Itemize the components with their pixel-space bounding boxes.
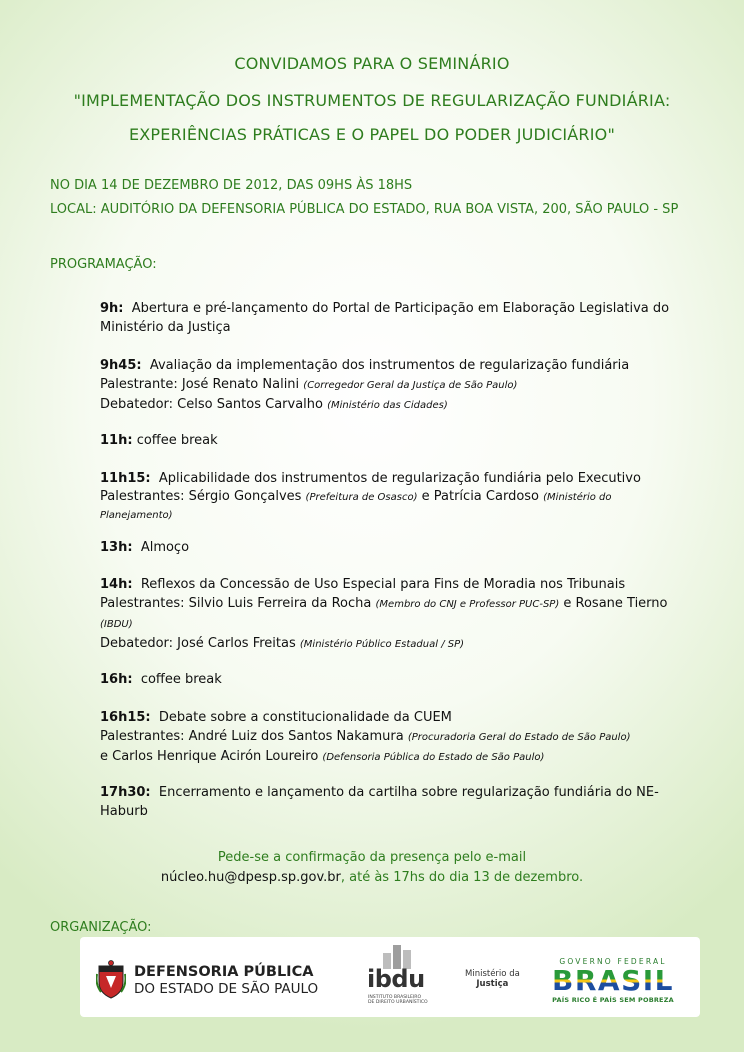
speaker-2: e Carlos Henrique Acirón Loureiro	[100, 749, 319, 764]
item-time: 11h:	[100, 433, 133, 448]
organizer-logos	[80, 937, 700, 1017]
defensoria-state: DO ESTADO DE SÃO PAULO	[134, 980, 319, 997]
program-item-1730	[100, 783, 685, 821]
brasil-wordmark: BRASIL	[548, 966, 678, 996]
speaker-affiliation: (Prefeitura de Osasco)	[305, 492, 418, 503]
governo-federal-logo	[548, 957, 678, 1004]
invite-title: CONVIDAMOS PARA O SEMINÁRIO	[234, 54, 510, 73]
confirmation-deadline: , até às 17hs do dia 13 de dezembro.	[340, 870, 584, 885]
item-title: coffee break	[140, 672, 222, 687]
seminar-title-line1: "IMPLEMENTAÇÃO DOS INSTRUMENTOS DE REGULARIZAÇÃO FUNDIÁRIA:	[73, 91, 671, 110]
program-item-1600	[100, 670, 685, 689]
speaker-2: e Patrícia Cardoso	[421, 489, 539, 504]
speaker-2-affiliation: (IBDU)	[100, 619, 133, 630]
program-item-1400	[100, 575, 685, 654]
item-title: Reflexos da Concessão de Uso Especial para Fins de Moradia nos Tribunais	[140, 577, 626, 592]
speaker-affiliation: (Corregedor Geral da Justiça de São Paulo)	[303, 380, 518, 391]
program-item-1100	[100, 431, 685, 450]
organization-heading: ORGANIZAÇÃO:	[50, 920, 152, 935]
ibdu-logo	[367, 945, 427, 1007]
item-title: Debate sobre a constitucionalidade da CUEM	[158, 710, 452, 725]
speaker: Palestrantes: André Luiz dos Santos Nakamura	[100, 729, 404, 744]
item-time: 17h30:	[100, 785, 151, 800]
confirmation-line2	[0, 870, 744, 885]
program-item-0900	[100, 299, 685, 337]
sp-coat-of-arms-icon	[96, 960, 126, 1000]
item-time: 9h45:	[100, 358, 142, 373]
item-title: Aplicabilidade dos instrumentos de regularização fundiária pelo Executivo	[158, 471, 641, 486]
item-time: 16h:	[100, 672, 133, 687]
program-item-1115	[100, 469, 685, 524]
defensoria-logo	[96, 960, 318, 1000]
debater: Debatedor: Celso Santos Carvalho	[100, 397, 323, 412]
speaker-affiliation: (Procuradoria Geral do Estado de São Paulo)	[407, 732, 631, 743]
speaker-2-affiliation: (Ministério do Planejamento)	[100, 492, 612, 521]
debater-affiliation: (Ministério Público Estadual / SP)	[299, 639, 465, 650]
program-item-1615	[100, 708, 685, 767]
program-heading: PROGRAMAÇÃO:	[50, 257, 157, 272]
ministerio-justica-logo	[465, 969, 520, 989]
item-time: 13h:	[100, 540, 133, 555]
event-date: NO DIA 14 DE DEZEMBRO DE 2012, DAS 09HS ÀS 18HS	[50, 178, 413, 193]
speaker: Palestrante: José Renato Nalini	[100, 377, 300, 392]
speaker: Palestrantes: Sérgio Gonçalves	[100, 489, 302, 504]
ministerio-label: Ministério da	[465, 969, 520, 979]
contact-email[interactable]: núcleo.hu@dpesp.sp.gov.br	[160, 870, 341, 885]
justica-label: Justiça	[476, 979, 509, 989]
debater: Debatedor: José Carlos Freitas	[100, 636, 296, 651]
governo-federal-label: GOVERNO FEDERAL	[559, 957, 667, 966]
item-title: Almoço	[140, 540, 190, 555]
seminar-title-line2: EXPERIÊNCIAS PRÁTICAS E O PAPEL DO PODER JUDICIÁRIO"	[128, 125, 616, 144]
item-title: coffee break	[136, 433, 218, 448]
confirmation-line1: Pede-se a confirmação da presença pelo e-mail	[217, 850, 527, 865]
item-time: 9h:	[100, 301, 124, 316]
speaker-affiliation: (Membro do CNJ e Professor PUC-SP)	[375, 599, 560, 610]
speaker-2: e Rosane Tierno	[563, 596, 668, 611]
debater-affiliation: (Ministério das Cidades)	[327, 400, 448, 411]
item-title: Encerramento e lançamento da cartilha sobre regularização fundiária do NE-Haburb	[100, 785, 659, 819]
item-title: Avaliação da implementação dos instrumentos de regularização fundiária	[149, 358, 630, 373]
program-item-0945	[100, 356, 685, 415]
program-item-1300	[100, 538, 685, 557]
defensoria-name: DEFENSORIA PÚBLICA	[134, 963, 314, 980]
ibdu-wordmark: ibdu	[367, 965, 425, 993]
brasil-slogan: PAÍS RICO É PAÍS SEM POBREZA	[552, 996, 674, 1004]
item-title: Abertura e pré-lançamento do Portal de Participação em Elaboração Legislativa do Ministério da Justiça	[100, 301, 670, 335]
item-time: 14h:	[100, 577, 133, 592]
speaker: Palestrantes: Silvio Luis Ferreira da Rocha	[100, 596, 372, 611]
item-time: 11h15:	[100, 471, 151, 486]
ibdu-fullname: INSTITUTO BRASILEIRO DE DIREITO URBANÍSTICO	[368, 995, 428, 1005]
event-location: LOCAL: AUDITÓRIO DA DEFENSORIA PÚBLICA DO ESTADO, RUA BOA VISTA, 200, SÃO PAULO - SP	[50, 202, 679, 217]
speaker-2-affiliation: (Defensoria Pública do Estado de São Paulo)	[322, 752, 545, 763]
item-time: 16h15:	[100, 710, 151, 725]
